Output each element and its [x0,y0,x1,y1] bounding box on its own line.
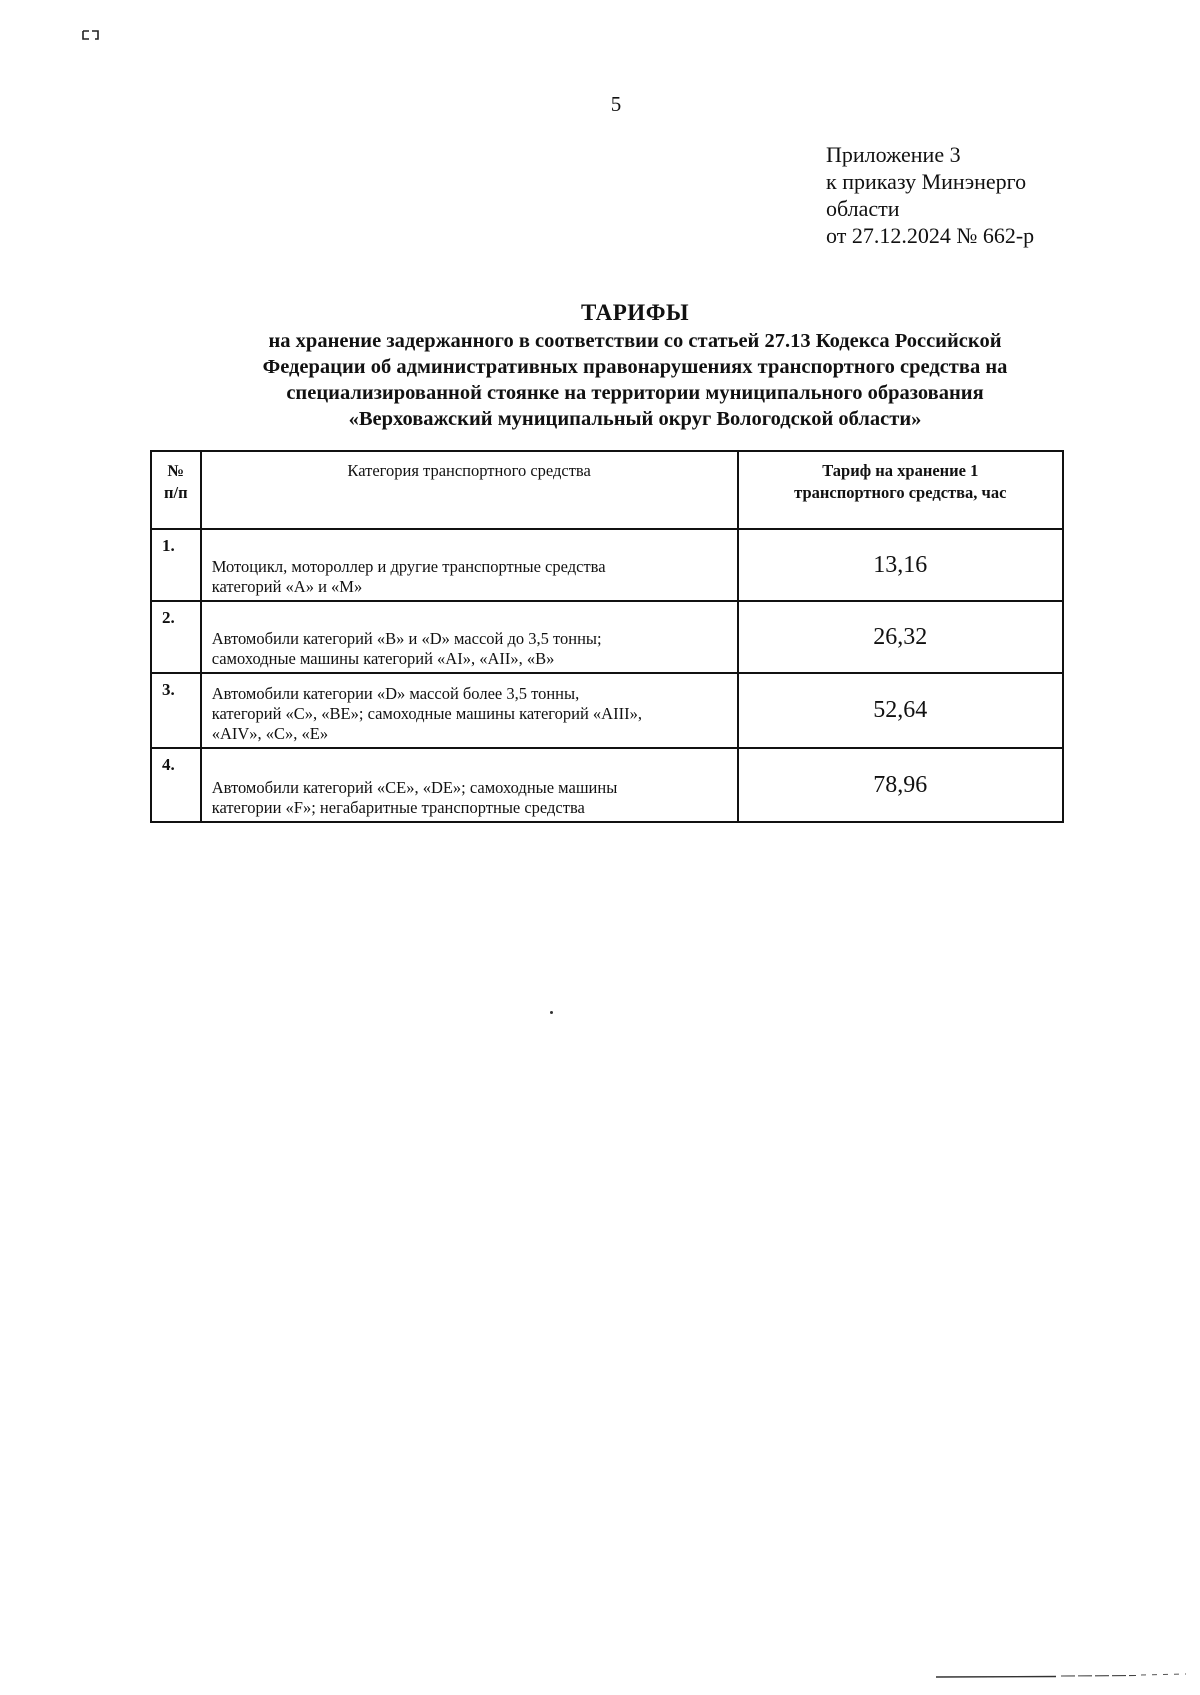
row-category [201,529,738,601]
header-number-line: п/п [164,483,188,502]
scan-speck [550,1011,553,1014]
header-category [201,451,738,529]
row-category [201,748,738,822]
scan-corner-mark-icon [82,30,100,40]
appendix-line: к приказу Минэнерго [826,169,1027,194]
row-number: 2. [151,601,201,673]
row-tariff: 13,16 [738,529,1063,601]
row-tariff: 78,96 [738,748,1063,822]
document-title: ТАРИФЫ [580,300,690,325]
row-tariff: 52,64 [738,673,1063,748]
row-category-line: Мотоцикл, мотороллер и другие транспортные средства [211,557,606,576]
header-tariff-line: транспортного средства, час [794,483,1007,502]
subtitle-line: специализированной стоянке на территории муниципального образования [286,382,984,404]
table-row [151,748,1063,822]
row-category [201,673,738,748]
subtitle-line: «Верховажский муниципальный округ Вологодской области» [348,408,922,430]
appendix-line: от 27.12.2024 № 662-р [826,223,1035,248]
row-category-line: Автомобили категорий «СЕ», «DE»; самоходные машины [211,778,618,797]
row-category-line: Автомобили категории «D» массой более 3,5 тонны, [211,684,580,703]
appendix-line: области [826,196,900,221]
table-row [151,601,1063,673]
table-header-row [151,451,1063,529]
subtitle-line: на хранение задержанного в соответствии со статьей 27.13 Кодекса Российской [268,330,1002,352]
row-category-line: категорий «А» и «М» [211,577,363,596]
row-category-line: «AIV», «С», «Е» [211,724,329,743]
tariffs-table [150,450,1064,823]
appendix-line: Приложение 3 [826,142,961,167]
row-category-line: самоходные машины категорий «AI», «AII», «B» [211,649,555,668]
page-number: 5 [610,92,622,116]
row-number: 3. [151,673,201,748]
row-category-line: категорий «С», «ВЕ»; самоходные машины категорий «AIII», [211,704,642,723]
header-tariff-line: Тариф на хранение 1 [822,461,979,480]
row-category [201,601,738,673]
scan-footer-line [936,1672,1186,1680]
subtitle-line: Федерации об административных правонарушениях транспортного средства на [262,356,1008,378]
row-category-line: Автомобили категорий «В» и «D» массой до 3,5 тонны; [211,629,602,648]
header-number [151,451,201,529]
table-row [151,673,1063,748]
header-tariff [738,451,1063,529]
row-number: 1. [151,529,201,601]
row-category-line: категории «F»; негабаритные транспортные средства [211,798,585,817]
header-category-text: Категория транспортного средства [347,461,591,480]
header-number-line: № [167,461,185,480]
row-number: 4. [151,748,201,822]
document-subtitle [150,328,1120,432]
appendix-reference [826,141,1034,249]
row-tariff: 26,32 [738,601,1063,673]
table-row [151,529,1063,601]
document-heading [150,298,1120,432]
